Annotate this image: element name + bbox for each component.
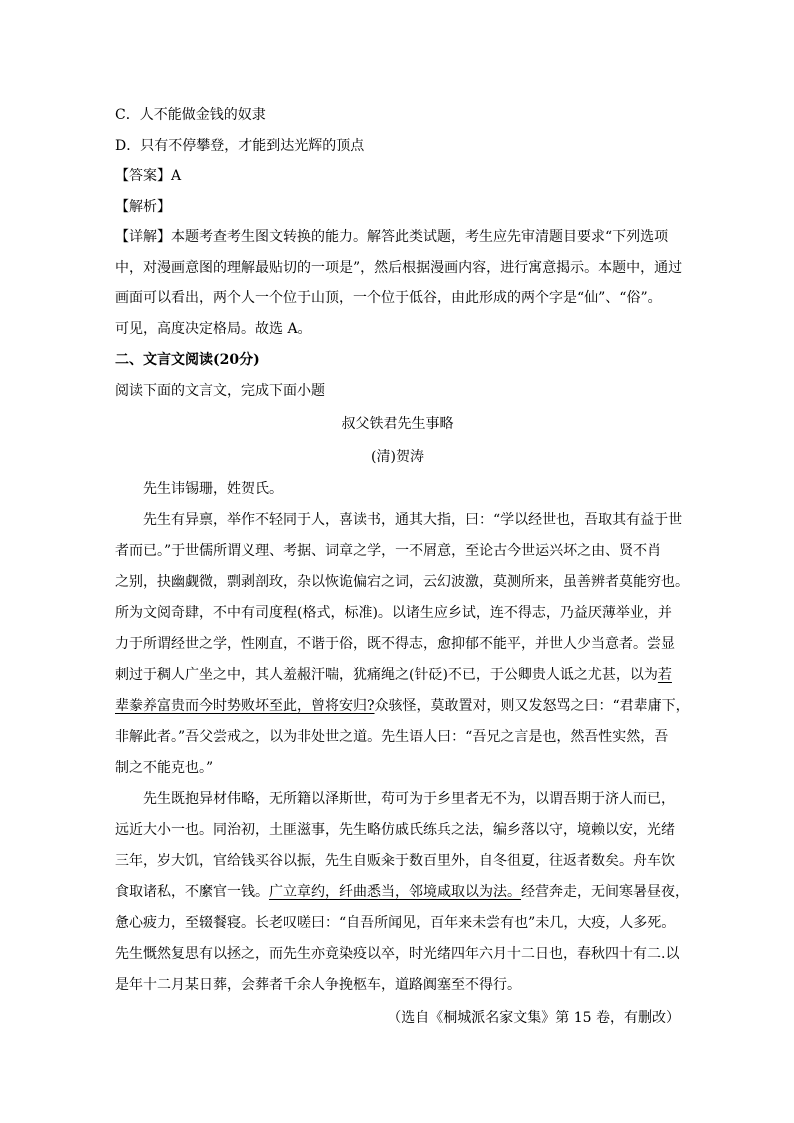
article-line: 先生既抱异材伟略，无所籍以泽斯世，苟可为于乡里者无不为，以谓吾期于济人而已， [143,791,675,807]
article-line: 先生有异禀，举作不轻同于人，喜读书，通其大指，曰：“学以经世也，吾取其有益于世 [143,512,683,528]
article-paragraph-1: 先生讳锡珊，姓贺氏。 [143,481,283,497]
article-author: (清)贺涛 [371,449,424,465]
article-line: 之别，抉幽觑微，剽剥剖玫，杂以恢诡偏宕之词，云幻波激，莫测所来，虽善辨者莫能穷也。 [115,574,689,590]
article-line: 是年十二月某日葬，会葬者千余人争挽柩车，道路阗塞至不得行。 [115,977,521,993]
article-line: 远近大小一也。同治初，土匪滋事，先生略仿戚氏练兵之法，编乡落以守，境赖以安，光绪 [115,822,675,838]
text-segment: 刺过于稠人广坐之中，其人羞赧汗喘，犹痛绳之(针砭)不已，于公卿贵人诋之尤甚，以为 [115,667,658,683]
article-line [115,665,685,685]
article-line: 力于所谓经世之学，性刚直，不谐于俗，既不得志，愈抑郁不能平，并世人少当意者。尝显 [115,636,675,652]
option-d: D．只有不停攀登，才能到达光辉的顶点 [115,138,365,154]
text-segment: 食取诸私，不縻官一钱。 [115,884,269,900]
analysis-line: 画面可以看出，两个人一个位于山顶，一个位于低谷，由此形成的两个字是“仙”、“俗”。 [115,290,662,306]
reading-instruction: 阅读下面的文言文，完成下面小题 [115,383,325,399]
article-source: （选自《桐城派名家文集》第 15 卷，有删改） [387,1010,680,1026]
text-segment: 经营奔走，无间寒暑昼夜， [521,884,689,900]
article-line: 三年，岁大饥，官给钱买谷以振，先生自贩籴于数百里外，自冬徂夏，往返者数矣。舟车饮 [115,853,675,869]
answer-line: 【答案】A [115,168,182,184]
analysis-line: 中，对漫画意图的理解最贴切的一项是”，然后根据漫画内容，进行寓意揭示。本题中，通过 [115,260,683,276]
analysis-line: 可见，高度决定格局。故选 A。 [115,321,312,337]
underlined-sentence: 广立章约，纤曲悉当，邻境咸取以为法。 [269,884,521,900]
option-c: C．人不能做金钱的奴隶 [115,107,266,123]
article-line [115,696,690,716]
underlined-sentence: 辈豢养富贵而今时势败坏至此，曾将安归? [115,698,375,714]
article-line: 所为文阅奇肆，不中有司度程(格式，标准)。以诸生应乡试，连不得志，乃益厌薄举业，并 [115,605,672,621]
article-line [115,882,689,902]
article-line: 者而已。”于世儒所谓义理、考据、词章之学，一不屑意，至论古今世运兴坏之由、贤不肖 [115,543,662,559]
article-line: 先生慨然复思有以拯之，而先生亦竟染疫以卒，时光绪四年六月十二日也，春秋四十有二.以 [115,946,680,962]
analysis-heading: 【解析】 [115,199,171,215]
text-segment: 众骇怪，莫敢置对，则又发怒骂之曰：“君辈庸下， [374,698,690,714]
article-line: 制之不能克也。” [115,760,214,776]
analysis-line: 【详解】本题考查考生图文转换的能力。解答此类试题，考生应先审清题目要求“下列选项 [115,229,669,245]
article-line: 非解此者。”吾父尝戒之，以为非处世之道。先生语人曰：“吾兄之言是也，然吾性实然，吾 [115,729,669,745]
underlined-sentence: 若 [657,667,672,683]
article-line: 惫心疲力，至辍餐寝。长老叹嗟曰：“自吾所闻见，百年来未尝有也”未几，大疫，人多死。 [115,915,676,931]
section-title: 二、文言文阅读(20分) [115,352,260,368]
article-title: 叔父铁君先生事略 [341,416,454,432]
